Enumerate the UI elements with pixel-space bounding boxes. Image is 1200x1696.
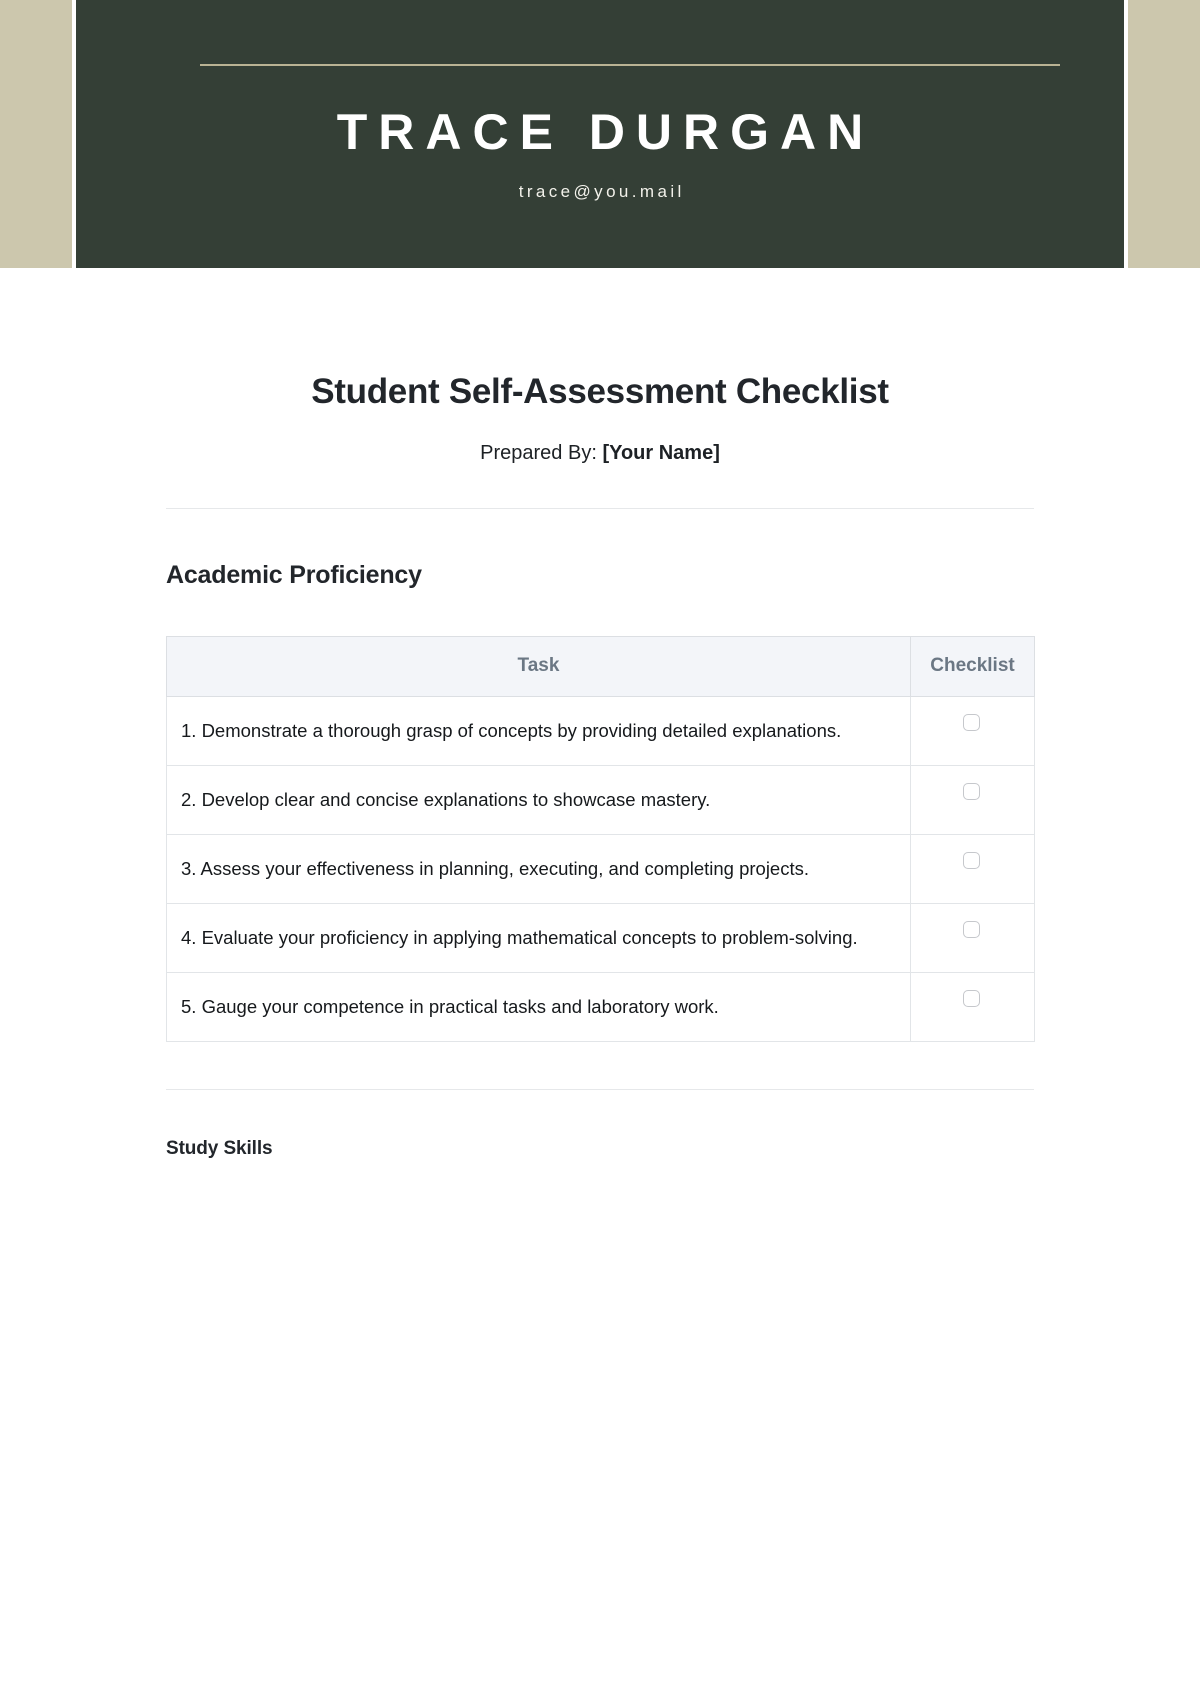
task-cell: 4. Evaluate your proficiency in applying mathematical concepts to problem-solving.: [167, 904, 911, 973]
task-cell: 3. Assess your effectiveness in planning, executing, and completing projects.: [167, 835, 911, 904]
banner-person-name: TRACE DURGAN: [336, 104, 875, 160]
checklist-cell[interactable]: [911, 766, 1035, 835]
prepared-by-value: [Your Name]: [602, 442, 720, 464]
document-content: [166, 268, 1034, 1162]
column-header-checklist: Checklist: [911, 637, 1035, 697]
section-heading-academic-proficiency: Academic Proficiency: [166, 561, 422, 589]
column-header-task: Task: [167, 637, 911, 697]
checklist-cell[interactable]: [911, 973, 1035, 1042]
prepared-by-line: [166, 414, 1034, 467]
checklist-cell[interactable]: [911, 904, 1035, 973]
table-row: [167, 697, 1035, 766]
checkbox-unchecked-icon[interactable]: [963, 852, 980, 869]
banner-green-panel: [76, 0, 1124, 268]
table-body: [167, 697, 1035, 1042]
banner-horizontal-rule: [200, 64, 1060, 66]
table-header-row: [167, 637, 1035, 697]
task-cell: 5. Gauge your competence in practical tasks and laboratory work.: [167, 973, 911, 1042]
table-row: [167, 904, 1035, 973]
checkbox-unchecked-icon[interactable]: [963, 783, 980, 800]
checklist-cell[interactable]: [911, 697, 1035, 766]
table-row: [167, 766, 1035, 835]
banner-email-address: trace@you.mail: [518, 182, 685, 201]
checklist-cell[interactable]: [911, 835, 1035, 904]
header-banner: [0, 0, 1200, 268]
academic-proficiency-table: [166, 636, 1035, 1042]
checkbox-unchecked-icon[interactable]: [963, 714, 980, 731]
table-header: [167, 637, 1035, 697]
prepared-by-label: Prepared By:: [480, 442, 597, 464]
task-cell: 2. Develop clear and concise explanations to showcase mastery.: [167, 766, 911, 835]
checkbox-unchecked-icon[interactable]: [963, 921, 980, 938]
academic-proficiency-table-wrapper: [166, 636, 1034, 1042]
page-title: Student Self-Assessment Checklist: [311, 372, 889, 411]
checkbox-unchecked-icon[interactable]: [963, 990, 980, 1007]
task-cell: 1. Demonstrate a thorough grasp of concepts by providing detailed explanations.: [167, 697, 911, 766]
section-heading-study-skills: Study Skills: [166, 1138, 273, 1159]
table-row: [167, 835, 1035, 904]
document-page: [0, 268, 1200, 1162]
table-row: [167, 973, 1035, 1042]
